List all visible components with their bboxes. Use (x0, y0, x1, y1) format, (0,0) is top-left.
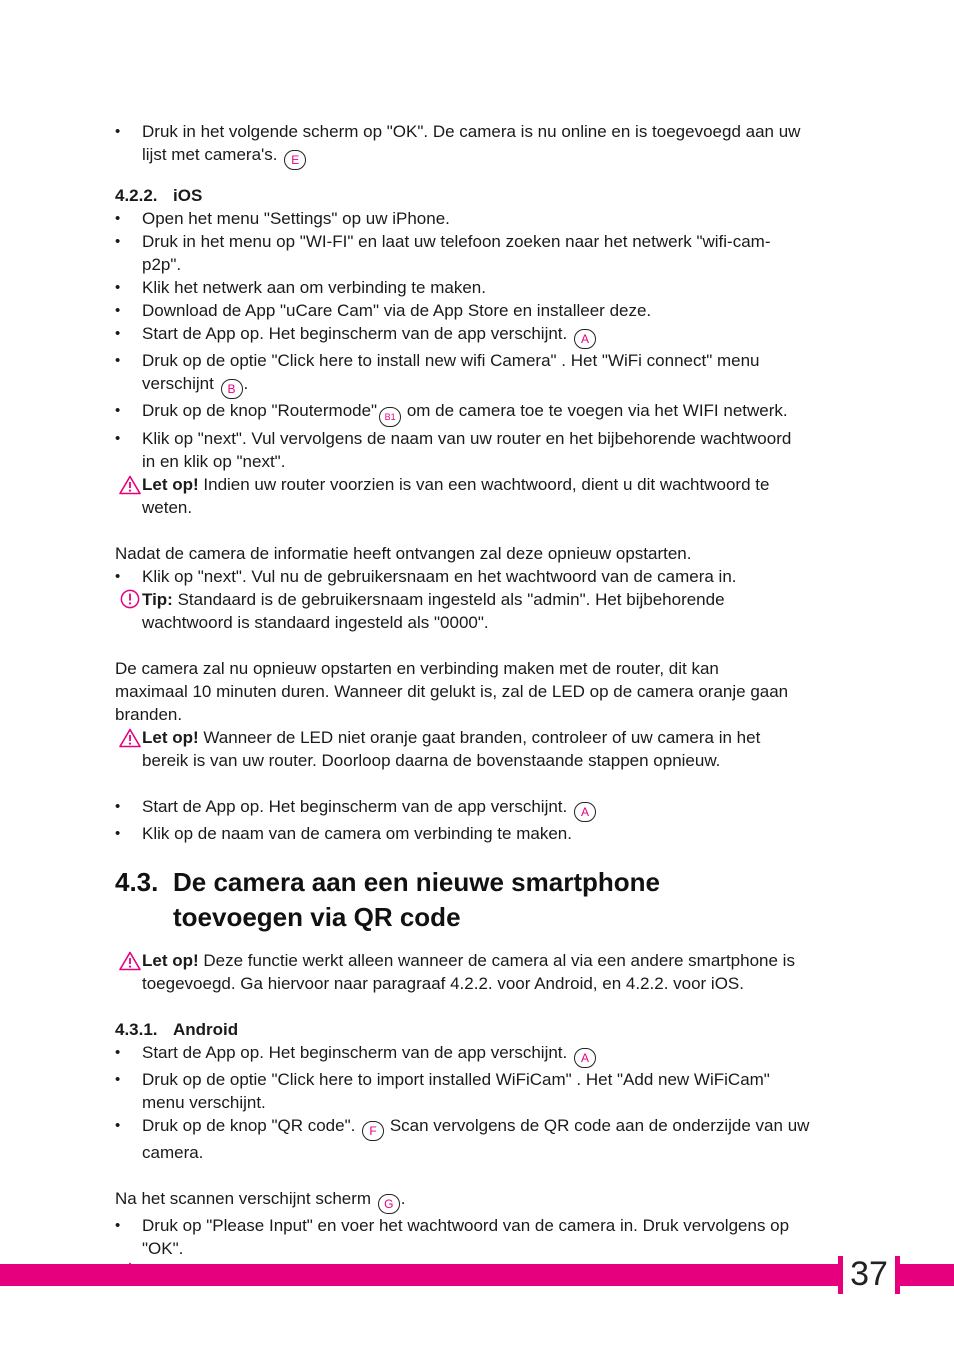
tip-continuation (115, 611, 840, 634)
screen-ref-badge: B (221, 379, 243, 399)
paragraph: Na het scannen verschijnt scherm G . (115, 1187, 840, 1214)
list-item (115, 349, 840, 372)
item-text: Druk in het menu op "WI-FI" en laat uw telefoon zoeken naar het netwerk "wifi-cam- (142, 232, 771, 251)
screen-ref-badge: A (574, 1048, 596, 1068)
footer-bar (0, 1264, 954, 1286)
list-item (115, 399, 840, 427)
warning-label: Let op! (142, 951, 199, 970)
subsection-heading (115, 184, 840, 207)
info-circle-icon (120, 589, 140, 609)
warning-label: Let op! (142, 728, 199, 747)
tip-text: Standaard is de gebruikersnaam ingesteld als "admin". Het bijbehorende (177, 590, 725, 609)
warning-continuation (115, 972, 840, 995)
item-text: menu verschijnt. (142, 1093, 266, 1112)
item-text: Klik op "next". Vul vervolgens de naam van uw router en het bijbehorende wachtwoord (142, 429, 792, 448)
warning-text: Wanneer de LED niet oranje gaat branden, controleer of uw camera in het (203, 728, 761, 747)
paragraph-text: Na het scannen verschijnt scherm (115, 1189, 372, 1208)
item-text: Druk op de knop "QR code". (142, 1116, 356, 1135)
paragraph-text: branden. (115, 705, 183, 724)
subsection-heading (115, 1018, 840, 1041)
subsection-title: iOS (173, 186, 203, 205)
warning-text: toegevoegd. Ga hiervoor naar paragraaf 4.2.2. voor Android, en 4.2.2. voor iOS. (142, 974, 744, 993)
section-title-line: De camera aan een nieuwe smartphone (173, 867, 660, 897)
paragraph-text: maximaal 10 minuten duren. Wanneer dit gelukt is, zal de LED op de camera oranje gaan (115, 682, 789, 701)
list-item-continuation (115, 1091, 840, 1114)
warning-note (115, 949, 840, 972)
section-title-line: toevoegen via QR code (173, 902, 461, 932)
screen-ref-badge: E (284, 150, 306, 170)
list-item (115, 1114, 840, 1141)
screen-ref-badge: F (362, 1121, 384, 1141)
list-item (115, 322, 840, 349)
warning-text: Deze functie werkt alleen wanneer de camera al via een andere smartphone is (203, 951, 795, 970)
item-text: Druk op de optie "Click here to import installed WiFiCam" . Het "Add new WiFiCam" (142, 1070, 770, 1089)
list-item (115, 276, 840, 299)
list-item-continuation (115, 1237, 840, 1260)
list-item (115, 207, 840, 230)
list-item-continuation (115, 450, 840, 473)
warning-continuation (115, 749, 840, 772)
item-text: Druk op de optie "Click here to install new wifi Camera" . Het "WiFi connect" menu (142, 351, 760, 370)
item-text: Start de App op. Het beginscherm van de app verschijnt. (142, 324, 568, 343)
subsection-title: Android (173, 1020, 239, 1039)
paragraph-text: Nadat de camera de informatie heeft ontvangen zal deze opnieuw opstarten. (115, 544, 692, 563)
warning-note (115, 726, 840, 749)
paragraph (115, 542, 840, 565)
warning-text: bereik is van uw router. Doorloop daarna de bovenstaande stappen opnieuw. (142, 751, 721, 770)
warning-triangle-icon (119, 475, 141, 495)
item-text: Klik op "next". Vul nu de gebruikersnaam en het wachtwoord van de camera in. (142, 567, 737, 586)
warning-triangle-icon (119, 951, 141, 971)
warning-continuation (115, 496, 840, 519)
subsection-number: 4.3.1. (115, 1020, 158, 1039)
warning-text: Indien uw router voorzien is van een wachtwoord, dient u dit wachtwoord te (203, 475, 770, 494)
list-item (115, 795, 840, 822)
item-text: Klik het netwerk aan om verbinding te maken. (142, 278, 486, 297)
list-item (115, 565, 840, 588)
list-item (115, 299, 840, 322)
paragraph (115, 657, 840, 680)
item-text: "OK". (142, 1239, 184, 1258)
page-content (115, 120, 840, 1283)
item-text: Druk op "Please Input" en voer het wachtwoord van de camera in. Druk vervolgens op (142, 1216, 790, 1235)
item-text: Open het menu "Settings" op uw iPhone. (142, 209, 450, 228)
paragraph-continuation (115, 703, 840, 726)
list-item (115, 427, 840, 450)
tip-note (115, 588, 840, 611)
item-text: Druk in het volgende scherm op "OK". De camera is nu online en is toegevoegd aan uw (142, 122, 801, 141)
list-item (115, 120, 840, 143)
warning-note (115, 473, 840, 496)
item-text: Start de App op. Het beginscherm van de app verschijnt. (142, 797, 568, 816)
screen-ref-badge: A (574, 802, 596, 822)
item-text: Scan vervolgens de QR code aan de onderzijde van uw (389, 1116, 810, 1135)
list-item-continuation: verschijnt B . (115, 372, 840, 399)
list-item-continuation (115, 1141, 840, 1164)
tip-label: Tip: (142, 590, 173, 609)
screen-ref-badge: B1 (379, 407, 401, 427)
item-text: om de camera toe te voegen via het WIFI netwerk. (406, 401, 788, 420)
item-text: Druk op de knop "Routermode" (142, 401, 378, 420)
paragraph-text: De camera zal nu opnieuw opstarten en verbinding maken met de router, dit kan (115, 659, 719, 678)
screen-ref-badge: A (574, 329, 596, 349)
list-item (115, 1041, 840, 1068)
warning-text: weten. (142, 498, 193, 517)
list-item (115, 230, 840, 253)
item-text: Download de App "uCare Cam" via de App Store en installeer deze. (142, 301, 652, 320)
section-heading (115, 865, 840, 935)
list-item-continuation (115, 143, 840, 170)
item-text: camera. (142, 1143, 204, 1162)
item-text: p2p". (142, 255, 182, 274)
subsection-number: 4.2.2. (115, 186, 158, 205)
list-item (115, 822, 840, 845)
tip-text: wachtwoord is standaard ingesteld als "0000". (142, 613, 489, 632)
screen-ref-badge: G (378, 1194, 400, 1214)
list-item (115, 1214, 840, 1237)
warning-label: Let op! (142, 475, 199, 494)
list-item-continuation (115, 253, 840, 276)
item-text: Klik op de naam van de camera om verbinding te maken. (142, 824, 572, 843)
warning-triangle-icon (119, 728, 141, 748)
section-number: 4.3. (115, 867, 159, 897)
item-text: in en klik op "next". (142, 452, 286, 471)
item-text: verschijnt (142, 374, 214, 393)
page-number: 37 (850, 1255, 888, 1293)
list-item (115, 1068, 840, 1091)
item-text: lijst met camera's. (142, 145, 278, 164)
item-text: Start de App op. Het beginscherm van de app verschijnt. (142, 1043, 568, 1062)
paragraph-continuation (115, 680, 840, 703)
